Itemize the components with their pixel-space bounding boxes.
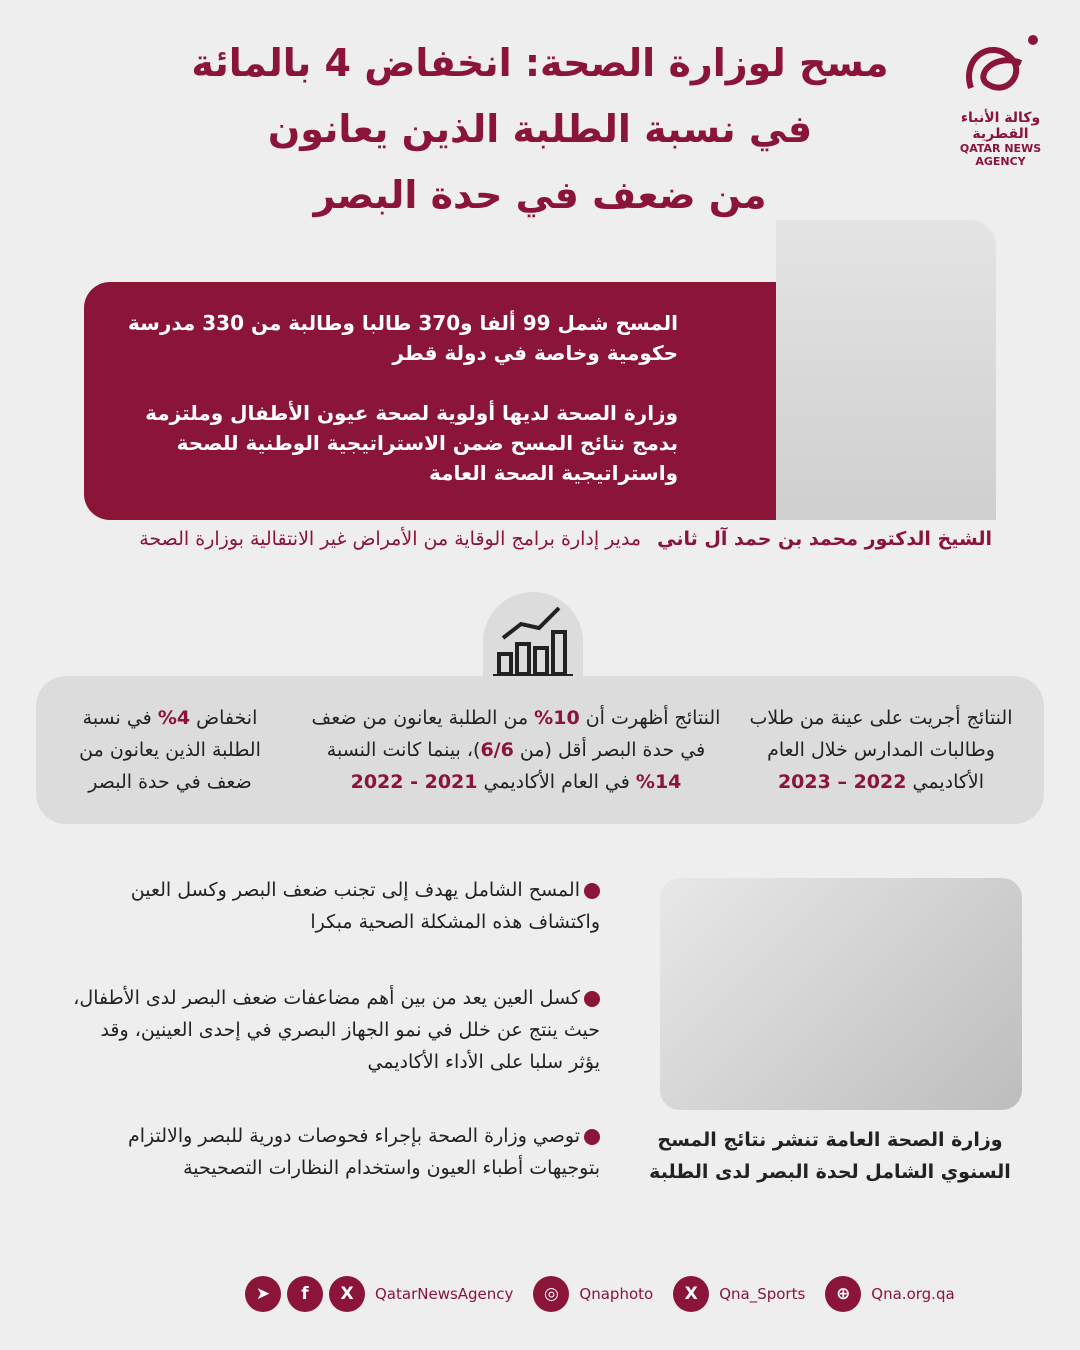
facebook-icon[interactable]: f [287,1276,323,1312]
stat-text: )، بينما كانت النسبة [326,739,481,761]
stat-pct: 10% [534,707,580,729]
bullet-text: المسح الشامل يهدف إلى تجنب ضعف البصر وكسل العين واكتشاف هذه المشكلة الصحية مبكرا [130,879,600,933]
x-icon[interactable]: X [673,1276,709,1312]
logo-english: QATAR NEWS AGENCY [959,142,1042,168]
official-role: مدير إدارة برامج الوقاية من الأمراض غير الانتقالية بوزارة الصحة [139,528,642,550]
stat-ratio: 6/6 [480,739,514,761]
headline-line: مسح لوزارة الصحة: انخفاض 4 بالمائة [191,41,889,85]
stat-pct: 4% [157,707,191,729]
stat-year: 2022 – 2023 [777,771,907,793]
stat-text: في نسبة الطلبة الذين يعانون من ضعف في حدة البصر [79,707,261,793]
bullet-dot-icon [584,1129,600,1145]
quote-text [118,308,678,488]
stat-pct: 14% [635,771,682,793]
bullet-text: توصي وزارة الصحة بإجراء فحوصات دورية للبصر والالتزام بتوجيهات أطباء العيون واستخدام النظارات التصحيحية [128,1125,600,1179]
stats-panel [36,676,1044,824]
photo-caption [72,528,992,550]
chart-growth-icon [483,592,583,682]
stat-text: النتائج أجريت على عينة من طلاب وطالبات المدارس خلال العام الأكاديمي [749,707,1013,793]
stat-text: في العام الأكاديمي [483,771,630,793]
bullet-item [70,1120,600,1184]
quote-p2: وزارة الصحة لديها أولوية لصحة عيون الأطفال وملتزمة بدمج نتائج المسح ضمن الاستراتيجية الوطنية للصحة واستراتيجية الصحة العامة [145,401,678,485]
stat-text: انخفاض [196,707,258,729]
official-photo [776,220,996,520]
main-handle-link[interactable]: QatarNewsAgency [375,1285,514,1303]
bullet-item [70,874,600,938]
stat-text: النتائج أظهرت أن [585,707,721,729]
social-footer [245,1276,969,1312]
telegram-icon[interactable]: ➤ [245,1276,281,1312]
sports-handle-link[interactable]: Qna_Sports [719,1285,806,1303]
headline-line: في نسبة الطلبة الذين يعانون [267,107,813,151]
student-photo-caption: وزارة الصحة العامة تنشر نتائج المسح السنوي الشامل لحدة البصر لدى الطلبة [649,1129,1011,1183]
stat-sample [746,702,1016,798]
logo-arabic: وكالة الأنباء القطرية [960,110,1041,142]
website-link[interactable]: Qna.org.qa [871,1285,955,1303]
instagram-handle-link[interactable]: Qnaphoto [579,1285,654,1303]
quote-p1: المسح شمل 99 ألفا و370 طالبا وطالبة من 330 مدرسة حكومية وخاصة في دولة قطر [128,311,678,365]
stat-results [306,702,726,798]
qna-logo [933,28,1068,168]
globe-icon[interactable]: ⊕ [825,1276,861,1312]
student-photo [660,878,1022,1110]
bullet-dot-icon [584,883,600,899]
bullet-item [70,982,600,1078]
instagram-icon[interactable]: ◎ [533,1276,569,1312]
bullet-text: كسل العين يعد من بين أهم مضاعفات ضعف البصر لدى الأطفال، حيث ينتج عن خلل في نمو الجهاز البصري في إحدى العينين، وقد يؤثر سلبا على الأداء الأكاديمي [73,987,600,1073]
stat-decline [60,702,280,798]
stat-year: 2021 - 2022 [350,771,478,793]
stat-text: من الطلبة يعانون من ضعف في حدة البصر أقل (من [311,707,706,761]
official-name: الشيخ الدكتور محمد بن حمد آل ثاني [657,528,992,550]
headline-line: من ضعف في حدة البصر [313,173,767,217]
bullet-dot-icon [584,991,600,1007]
qna-emblem-icon [951,28,1051,106]
headline [150,30,930,228]
x-icon[interactable]: X [329,1276,365,1312]
